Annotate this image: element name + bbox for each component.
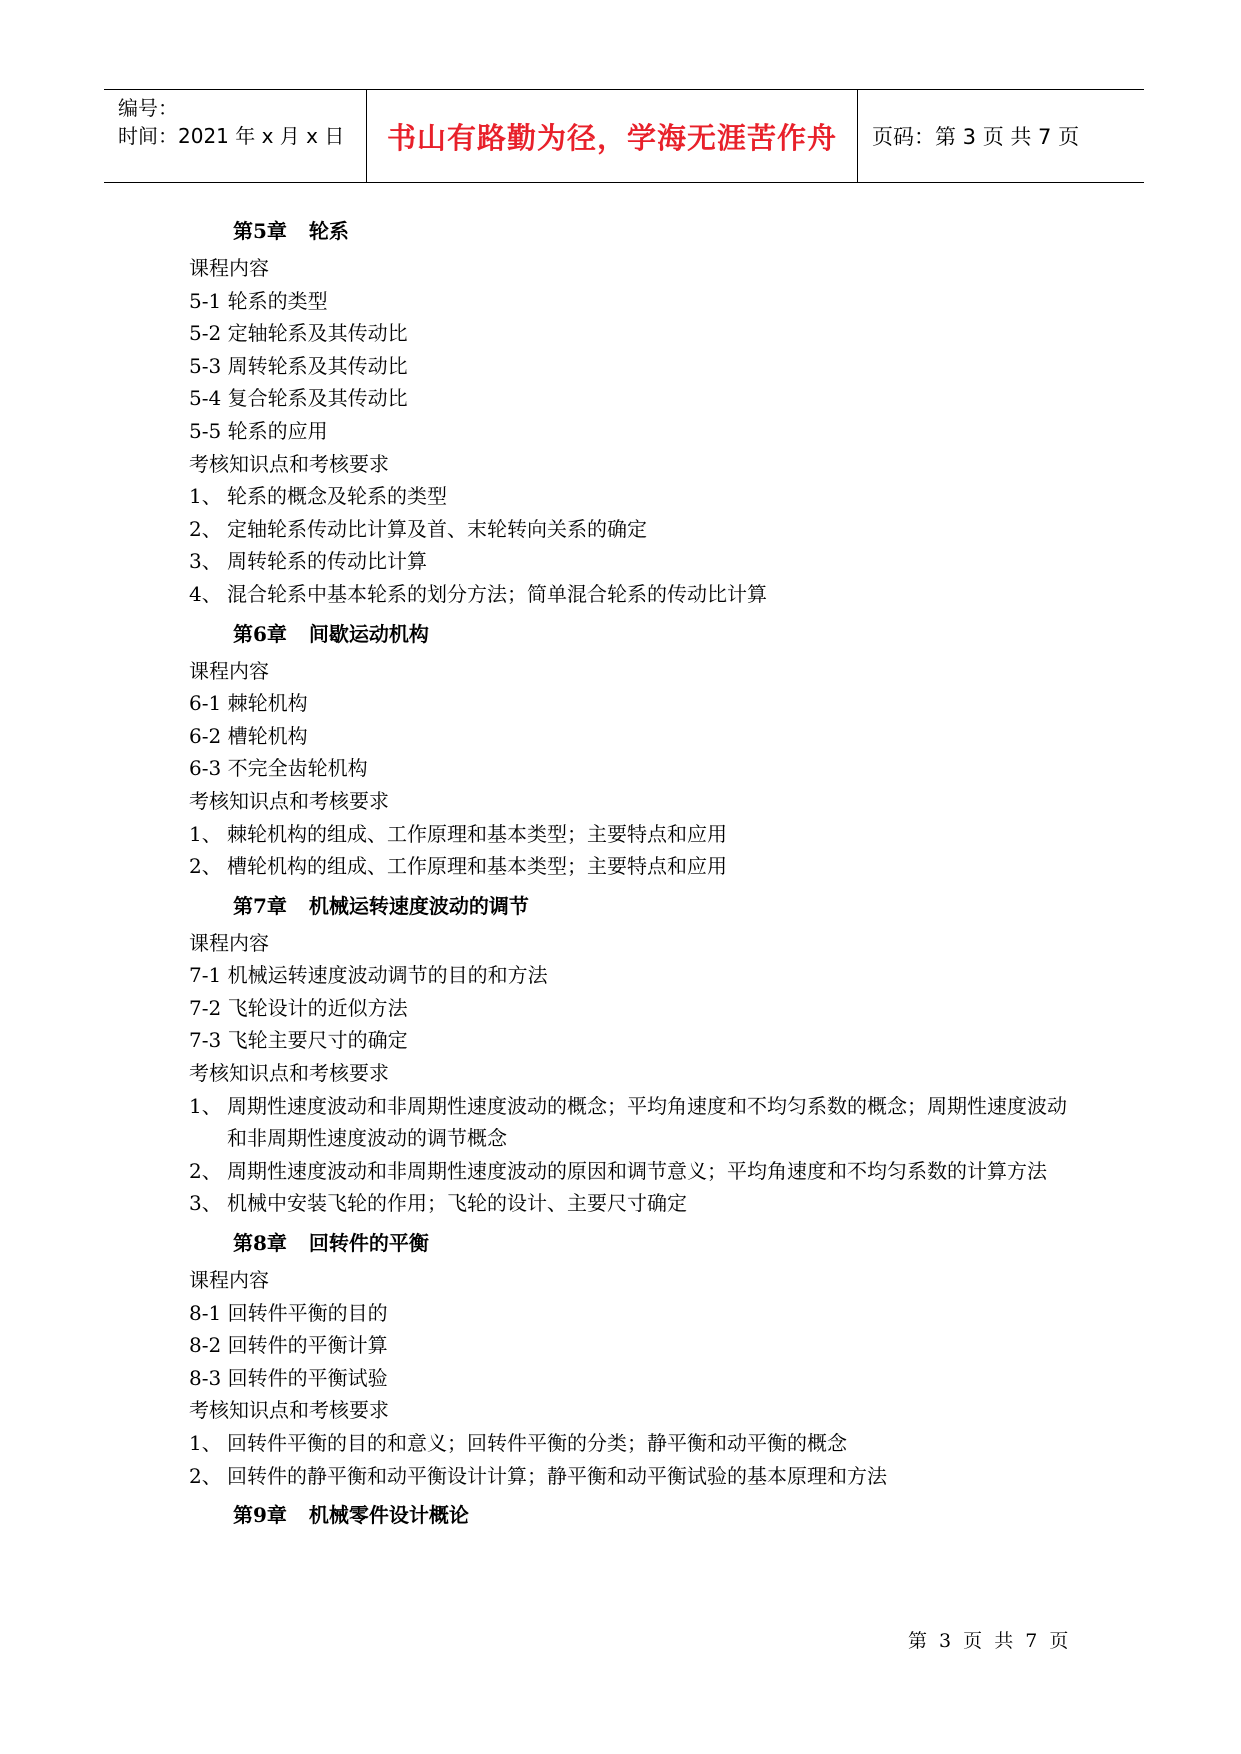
course-item: 8-1 回转件平衡的目的 [189, 1300, 388, 1325]
exam-item-number: 1、 [189, 484, 222, 509]
exam-item-number: 4、 [189, 581, 222, 606]
exam-item-text: 周期性速度波动和非周期性速度波动的概念；平均角速度和不均匀系数的概念；周期性速度波动和非周期性速度波动的调节概念 [227, 1093, 1067, 1151]
header-page-label: 页码：第 3 页 共 7 页 [872, 125, 1080, 149]
exam-item-text: 槽轮机构的组成、工作原理和基本类型；主要特点和应用 [227, 854, 727, 879]
course-content-label: 课程内容 [189, 256, 269, 280]
course-item: 8-3 回转件的平衡试验 [189, 1365, 388, 1390]
exam-requirements-label: 考核知识点和考核要求 [189, 1061, 389, 1086]
exam-item-number: 1、 [189, 1093, 222, 1118]
exam-item-text: 周期性速度波动和非周期性速度波动的原因和调节意义；平均角速度和不均匀系数的计算方法 [227, 1158, 1047, 1183]
exam-item-text: 棘轮机构的组成、工作原理和基本类型；主要特点和应用 [227, 821, 727, 846]
chapter-title: 轮系 [308, 219, 349, 243]
chapter-section [189, 1500, 1069, 1530]
exam-item-number: 2、 [189, 516, 222, 541]
course-content-label: 课程内容 [189, 658, 269, 683]
exam-item-number: 2、 [189, 1158, 222, 1183]
exam-item [189, 1155, 1069, 1188]
exam-requirements-label: 考核知识点和考核要求 [189, 451, 389, 476]
chapter-heading [233, 216, 1069, 246]
exam-item-text: 回转件平衡的目的和意义；回转件平衡的分类；静平衡和动平衡的概念 [227, 1431, 847, 1455]
exam-item-text: 回转件的静平衡和动平衡设计计算；静平衡和动平衡试验的基本原理和方法 [227, 1463, 887, 1488]
chapter-number: 第9章 [233, 1503, 287, 1528]
header-meta [104, 90, 367, 182]
exam-item-number: 3、 [189, 549, 222, 574]
chapter-number: 第7章 [233, 893, 287, 918]
exam-item-number: 2、 [189, 1463, 222, 1488]
chapter-title: 间歇运动机构 [308, 621, 429, 646]
chapter-heading [233, 619, 1069, 649]
exam-item-text: 机械中安装飞轮的作用；飞轮的设计、主要尺寸确定 [227, 1191, 687, 1216]
chapter-section [189, 216, 1069, 611]
course-item: 5-5 轮系的应用 [189, 418, 328, 443]
exam-item-text: 周转轮系的传动比计算 [227, 549, 427, 574]
document-body [189, 208, 1069, 1536]
chapter-heading [233, 1228, 1069, 1258]
exam-item-number: 1、 [189, 821, 222, 846]
course-content-label: 课程内容 [189, 1268, 269, 1293]
exam-item [189, 1187, 1069, 1220]
exam-item [189, 1090, 1069, 1155]
exam-item [189, 1427, 1069, 1460]
exam-item [189, 480, 1069, 513]
exam-item-number: 3、 [189, 1191, 222, 1216]
course-item: 7-3 飞轮主要尺寸的确定 [189, 1028, 408, 1053]
exam-item-text: 混合轮系中基本轮系的划分方法；简单混合轮系的传动比计算 [227, 581, 767, 606]
chapter-number: 第5章 [233, 219, 287, 243]
course-item: 5-1 轮系的类型 [189, 288, 328, 313]
header-number-label: 编号： [118, 96, 178, 120]
course-item: 8-2 回转件的平衡计算 [189, 1333, 388, 1358]
page-footer: 第 3 页 共 7 页 [908, 1630, 1069, 1652]
exam-item [189, 545, 1069, 578]
exam-item [189, 850, 1069, 883]
exam-item-number: 2、 [189, 854, 222, 879]
chapter-section [189, 619, 1069, 883]
course-item: 6-3 不完全齿轮机构 [189, 756, 368, 781]
header-time-label: 时间：2021 年 x 月 x 日 [118, 124, 345, 148]
exam-item [189, 578, 1069, 611]
chapter-number: 第8章 [233, 1231, 287, 1256]
page-header [104, 89, 1144, 183]
course-item: 7-1 机械运转速度波动调节的目的和方法 [189, 963, 548, 988]
chapter-number: 第6章 [233, 621, 287, 646]
chapter-heading [233, 891, 1069, 921]
exam-item-number: 1、 [189, 1431, 222, 1455]
course-item: 5-2 定轴轮系及其传动比 [189, 321, 408, 346]
course-item: 5-3 周转轮系及其传动比 [189, 353, 408, 378]
course-item: 7-2 飞轮设计的近似方法 [189, 995, 408, 1020]
chapter-section [189, 1228, 1069, 1492]
course-item: 6-1 棘轮机构 [189, 691, 308, 716]
chapter-title: 机械零件设计概论 [308, 1503, 469, 1528]
exam-item-text: 定轴轮系传动比计算及首、末轮转向关系的确定 [227, 516, 647, 541]
chapter-section [189, 891, 1069, 1220]
course-item: 5-4 复合轮系及其传动比 [189, 386, 408, 411]
exam-requirements-label: 考核知识点和考核要求 [189, 788, 389, 813]
course-item: 6-2 槽轮机构 [189, 723, 308, 748]
course-content-label: 课程内容 [189, 930, 269, 955]
chapter-title: 机械运转速度波动的调节 [308, 893, 529, 918]
exam-item [189, 818, 1069, 851]
exam-item [189, 513, 1069, 546]
exam-requirements-label: 考核知识点和考核要求 [189, 1398, 389, 1423]
exam-item-text: 轮系的概念及轮系的类型 [227, 484, 447, 509]
header-motto: 书山有路勤为径，学海无涯苦作舟 [367, 90, 858, 182]
chapter-title: 回转件的平衡 [308, 1231, 429, 1256]
exam-item [189, 1460, 1069, 1493]
chapter-heading [233, 1500, 1069, 1530]
